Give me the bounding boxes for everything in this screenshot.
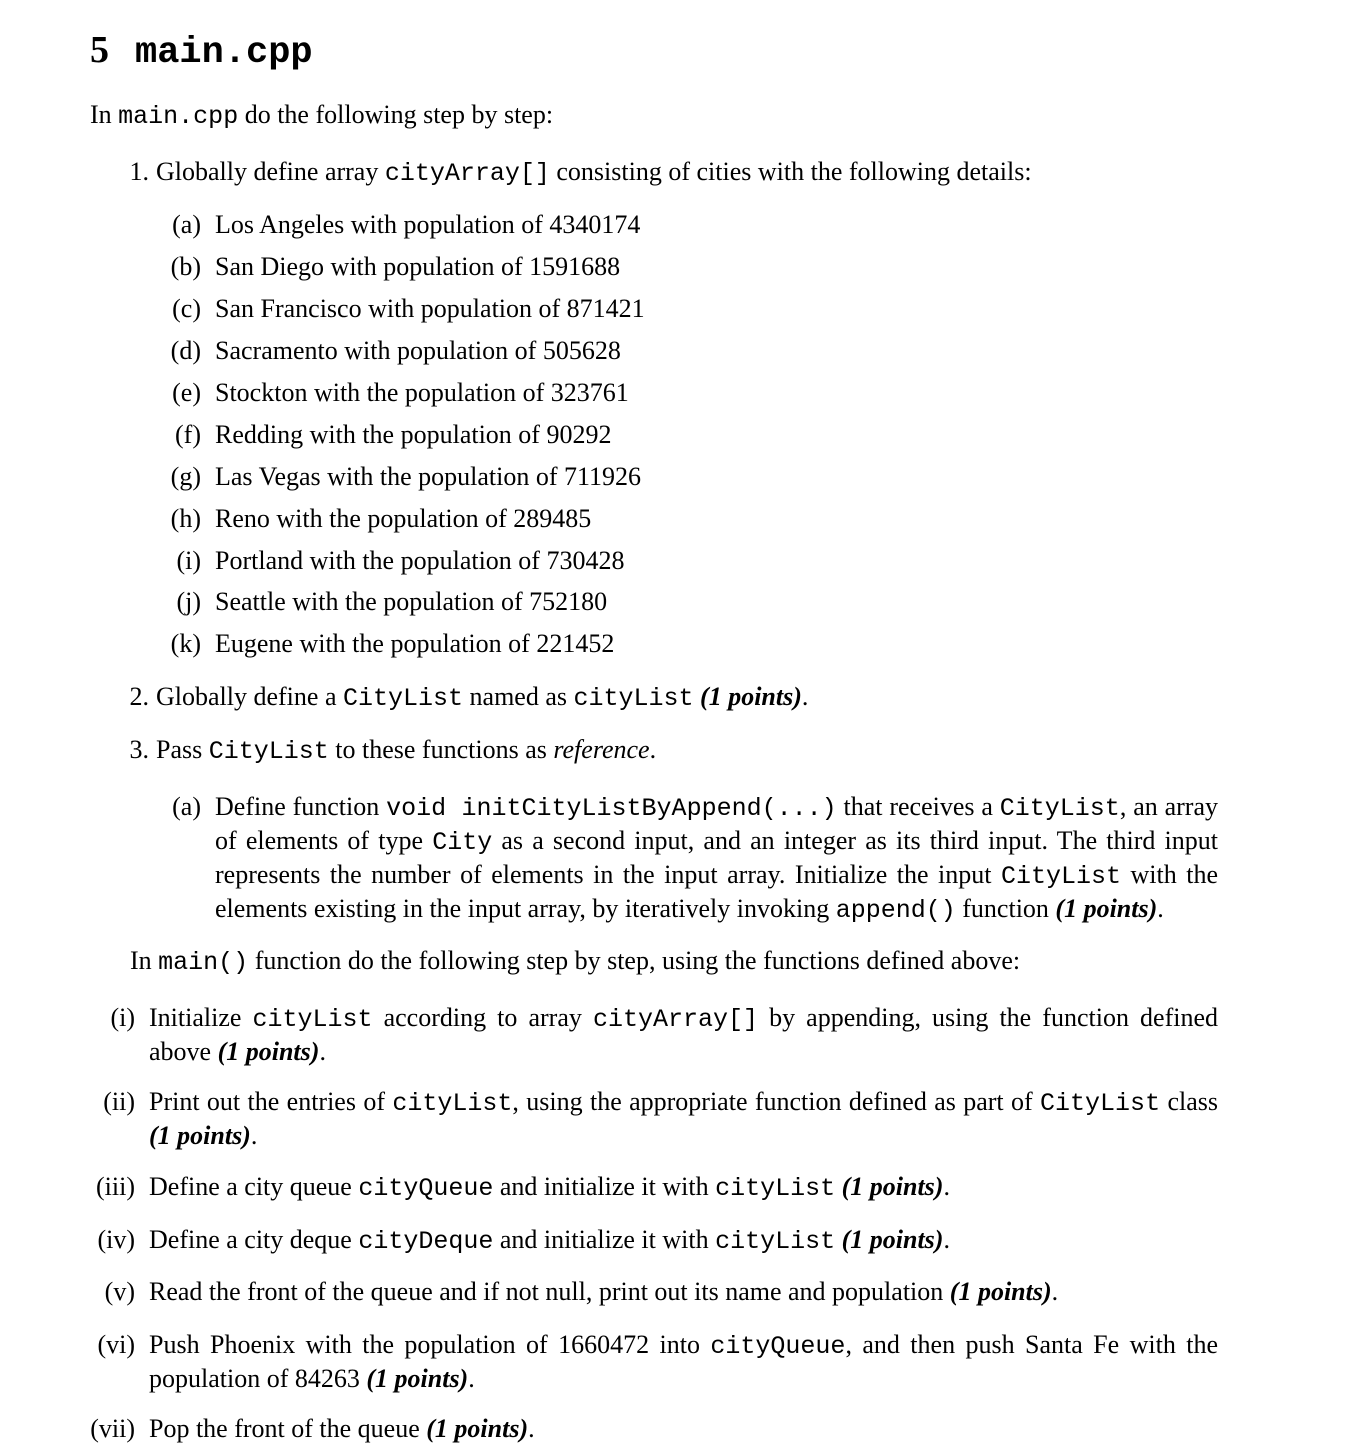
emphasis: reference — [553, 735, 650, 764]
inline-code: cityList — [715, 1174, 836, 1203]
step-3-text: Pass CityList to these functions as reference. — [156, 735, 657, 766]
inline-code: cityList — [392, 1089, 513, 1118]
list-item: San Francisco with population of 871421 — [215, 294, 645, 323]
list-item-label: (d) — [170, 336, 201, 365]
points-label: (1 points) — [217, 1037, 320, 1066]
main-step-ii: Print out the entries of cityList, using the appropriate function defined as part of CityList class (1 points). — [149, 1087, 1218, 1150]
list-item-label: (j) — [176, 587, 201, 616]
main-step-vi: Push Phoenix with the population of 1660472 into cityQueue, and then push Santa Fe with the population of 84263 (1 points). — [149, 1330, 1218, 1393]
step-number: 1. — [129, 157, 149, 186]
points-label: (1 points) — [949, 1277, 1052, 1306]
inline-code: cityArray[] — [384, 159, 550, 188]
inline-code: main.cpp — [118, 102, 239, 131]
inline-code: CityList — [1000, 862, 1121, 891]
inline-code: CityList — [343, 684, 464, 713]
inline-code: CityList — [999, 794, 1120, 823]
roman-label: (iv) — [97, 1225, 135, 1254]
list-item: Stockton with the population of 323761 — [215, 378, 629, 407]
inline-code: cityArray[] — [592, 1005, 758, 1034]
step-2-text: Globally define a CityList named as cityList (1 points). — [156, 682, 809, 713]
points-label: (1 points) — [841, 1172, 944, 1201]
list-item: Portland with the population of 730428 — [215, 546, 625, 575]
step-3a-paragraph: Define function void initCityListByAppend(...) that receives a CityList, an array of elements of type City as a second input, and an integer as its third input. The third input represents the number of elements in the input array. Initialize the input CityList with the elements existing in the input array, by iteratively invoking append() function (1 points). — [215, 792, 1218, 925]
roman-label: (ii) — [103, 1087, 135, 1116]
roman-label: (vii) — [90, 1414, 135, 1443]
points-label: (1 points) — [700, 682, 802, 711]
list-item-label: (a) — [172, 210, 201, 239]
inline-code: CityList — [208, 737, 329, 766]
roman-label: (i) — [110, 1003, 135, 1032]
points-label: (1 points) — [426, 1414, 529, 1443]
step-number: 3. — [129, 735, 149, 764]
points-label: (1 points) — [149, 1121, 251, 1150]
list-item: Los Angeles with population of 4340174 — [215, 210, 641, 239]
list-item: Redding with the population of 90292 — [215, 420, 612, 449]
step-1-text: Globally define array cityArray[] consisting of cities with the following details: — [156, 157, 1032, 188]
list-item-label: (a) — [172, 792, 201, 821]
list-item-label: (k) — [170, 629, 201, 658]
inline-code: void initCityListByAppend(...) — [386, 794, 837, 823]
list-item: Eugene with the population of 221452 — [215, 629, 615, 658]
inline-code: CityList — [1040, 1089, 1161, 1118]
inline-code: City — [432, 828, 493, 857]
main-step-v: Read the front of the queue and if not null, print out its name and population (1 points). — [149, 1277, 1059, 1306]
inline-code: cityList — [573, 684, 694, 713]
list-item-label: (i) — [176, 546, 201, 575]
roman-label: (vi) — [97, 1330, 135, 1359]
inline-code: main() — [158, 948, 249, 977]
inline-code: cityList — [252, 1005, 373, 1034]
list-item-label: (h) — [170, 504, 201, 533]
inline-code: cityList — [715, 1227, 836, 1256]
list-item: Seattle with the population of 752180 — [215, 587, 608, 616]
inline-code: cityDeque — [358, 1227, 494, 1256]
points-label: (1 points) — [1055, 894, 1158, 923]
points-label: (1 points) — [841, 1225, 944, 1254]
list-item: Sacramento with population of 505628 — [215, 336, 621, 365]
roman-label: (iii) — [96, 1172, 135, 1201]
section-filename: main.cpp — [135, 32, 313, 74]
list-item: Reno with the population of 289485 — [215, 504, 592, 533]
section-title — [90, 28, 313, 74]
list-item: Las Vegas with the population of 711926 — [215, 462, 642, 491]
inline-code: cityQueue — [710, 1332, 846, 1361]
list-item: San Diego with population of 1591688 — [215, 252, 621, 281]
main-intro-paragraph: In main() function do the following step by step, using the functions defined above: — [130, 946, 1021, 977]
main-step-i: Initialize cityList according to array cityArray[] by appending, using the function defined above (1 points). — [149, 1003, 1218, 1066]
section-number: 5 — [90, 29, 109, 71]
intro-paragraph: In main.cpp do the following step by step: — [90, 100, 554, 131]
inline-code: append() — [835, 896, 956, 925]
list-item-label: (f) — [175, 420, 201, 449]
roman-label: (v) — [104, 1277, 135, 1306]
points-label: (1 points) — [366, 1364, 469, 1393]
list-item-label: (c) — [172, 294, 201, 323]
list-item-label: (b) — [170, 252, 201, 281]
list-item-label: (g) — [170, 462, 201, 491]
main-step-iii: Define a city queue cityQueue and initialize it with cityList (1 points). — [149, 1172, 950, 1203]
main-step-vii: Pop the front of the queue (1 points). — [149, 1414, 535, 1443]
step-number: 2. — [129, 682, 149, 711]
list-item-label: (e) — [172, 378, 201, 407]
inline-code: cityQueue — [358, 1174, 494, 1203]
main-step-iv: Define a city deque cityDeque and initialize it with cityList (1 points). — [149, 1225, 950, 1256]
